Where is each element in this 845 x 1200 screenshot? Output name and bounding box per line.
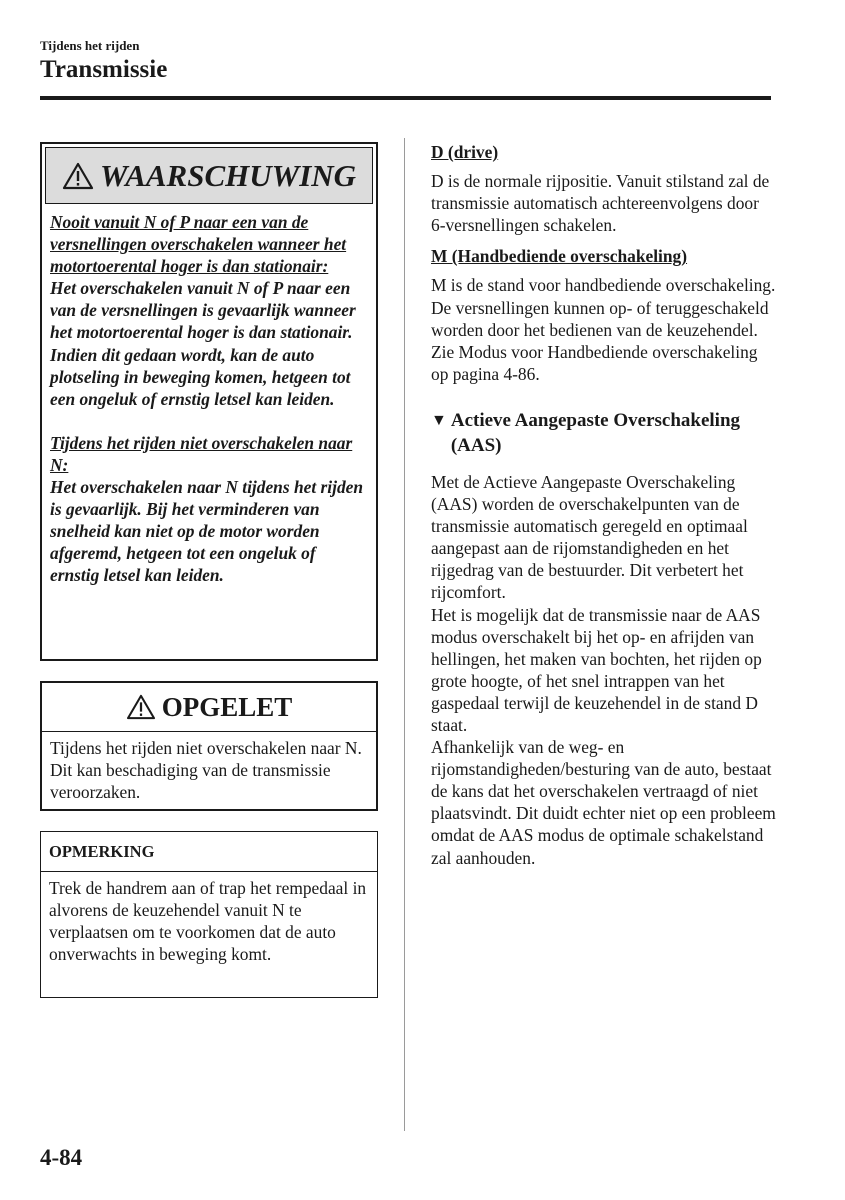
d-text: D is de normale rijpositie. Vanuit stilstand zal de transmissie automatisch achtereenvolgens door 6-versnellingen schakelen. xyxy=(431,171,770,236)
warning-heading-2: Tijdens het rijden niet overschakelen naar N: xyxy=(50,432,353,475)
aas-heading xyxy=(431,408,776,458)
warning-triangle-icon xyxy=(62,162,94,190)
warning-header xyxy=(45,147,373,204)
right-column xyxy=(431,141,776,869)
caution-triangle-icon xyxy=(126,694,156,720)
page-number: 4-84 xyxy=(40,1145,83,1170)
m-reference: Zie Modus voor Handbediende overschakeling op pagina 4-86. xyxy=(431,341,758,384)
note-box xyxy=(40,831,378,998)
caution-text: Tijdens het rijden niet overschakelen naar N. Dit kan beschadiging van de transmissie veroorzaken. xyxy=(50,738,362,803)
warning-title: WAARSCHUWING xyxy=(99,157,357,193)
warning-body xyxy=(42,207,376,587)
warning-box xyxy=(40,142,378,661)
title-rule xyxy=(40,96,771,100)
aas-paragraph-2: Het is mogelijk dat de transmissie naar de AAS modus overschakelt bij het op- en afrijden van hellingen, het maken van bochten, het rijden op grote hoogte, of het snel intrappen van het gaspedaal terwijl de keuzehendel in de stand D staat. xyxy=(431,604,762,735)
warning-text-1: Het overschakelen vanuit N of P naar een van de versnellingen is gevaarlijk wanneer het motortoerental hoger is dan stationair. Indien dit gedaan wordt, kan de auto plotseling in beweging komen, hetgeen tot een ongeluk of ernstig letsel kan leiden. xyxy=(50,278,356,409)
warning-heading-1: Nooit vanuit N of P naar een van de versnellingen overschakelen wanneer het motortoerental hoger is dan stationair: xyxy=(50,212,347,277)
triangle-down-icon: ▼ xyxy=(431,411,447,429)
m-text: M is de stand voor handbediende overschakeling. De versnellingen kunnen op- of teruggeschakeld worden door het bedienen van de keuzehendel. xyxy=(431,275,776,340)
aas-paragraph-1: Met de Actieve Aangepaste Overschakeling (AAS) worden de overschakelpunten van de transmissie automatisch geregeld en optimaal aangepast aan de rijomstandigheden en het rijgedrag van de bestuurder. Dit verbetert het rijcomfort. xyxy=(431,471,748,603)
d-heading: D (drive) xyxy=(431,142,499,162)
page-title: Transmissie xyxy=(40,56,168,83)
caution-header xyxy=(42,683,376,732)
m-heading: M (Handbediende overschakeling) xyxy=(431,246,688,267)
warning-text-2: Het overschakelen naar N tijdens het rijden is gevaarlijk. Bij het verminderen van snelheid kan niet op de motor worden afgeremd, hetgeen tot een ongeluk of ernstig letsel kan leiden. xyxy=(50,477,364,586)
column-divider xyxy=(404,138,405,1131)
caution-box xyxy=(40,681,378,811)
aas-heading-text: Actieve Aangepaste Overschakeling (AAS) xyxy=(450,409,741,456)
note-title: OPMERKING xyxy=(41,832,377,872)
aas-paragraph-3: Afhankelijk van de weg- en rijomstandigheden/besturing van de auto, bestaat de kans dat het overschakelen vertraagd of niet plaatsvindt. Dit duidt echter niet op een probleem omdat de AAS modus de optimale schakelstand zal aanhouden. xyxy=(431,737,776,868)
section-label: Tijdens het rijden xyxy=(40,38,140,53)
caution-title: OPGELET xyxy=(161,691,293,722)
note-text: Trek de handrem aan of trap het rempedaal in alvorens de keuzehendel vanuit N te verplaatsen om te voorkomen dat de auto onverwachts in beweging komt. xyxy=(49,878,367,965)
